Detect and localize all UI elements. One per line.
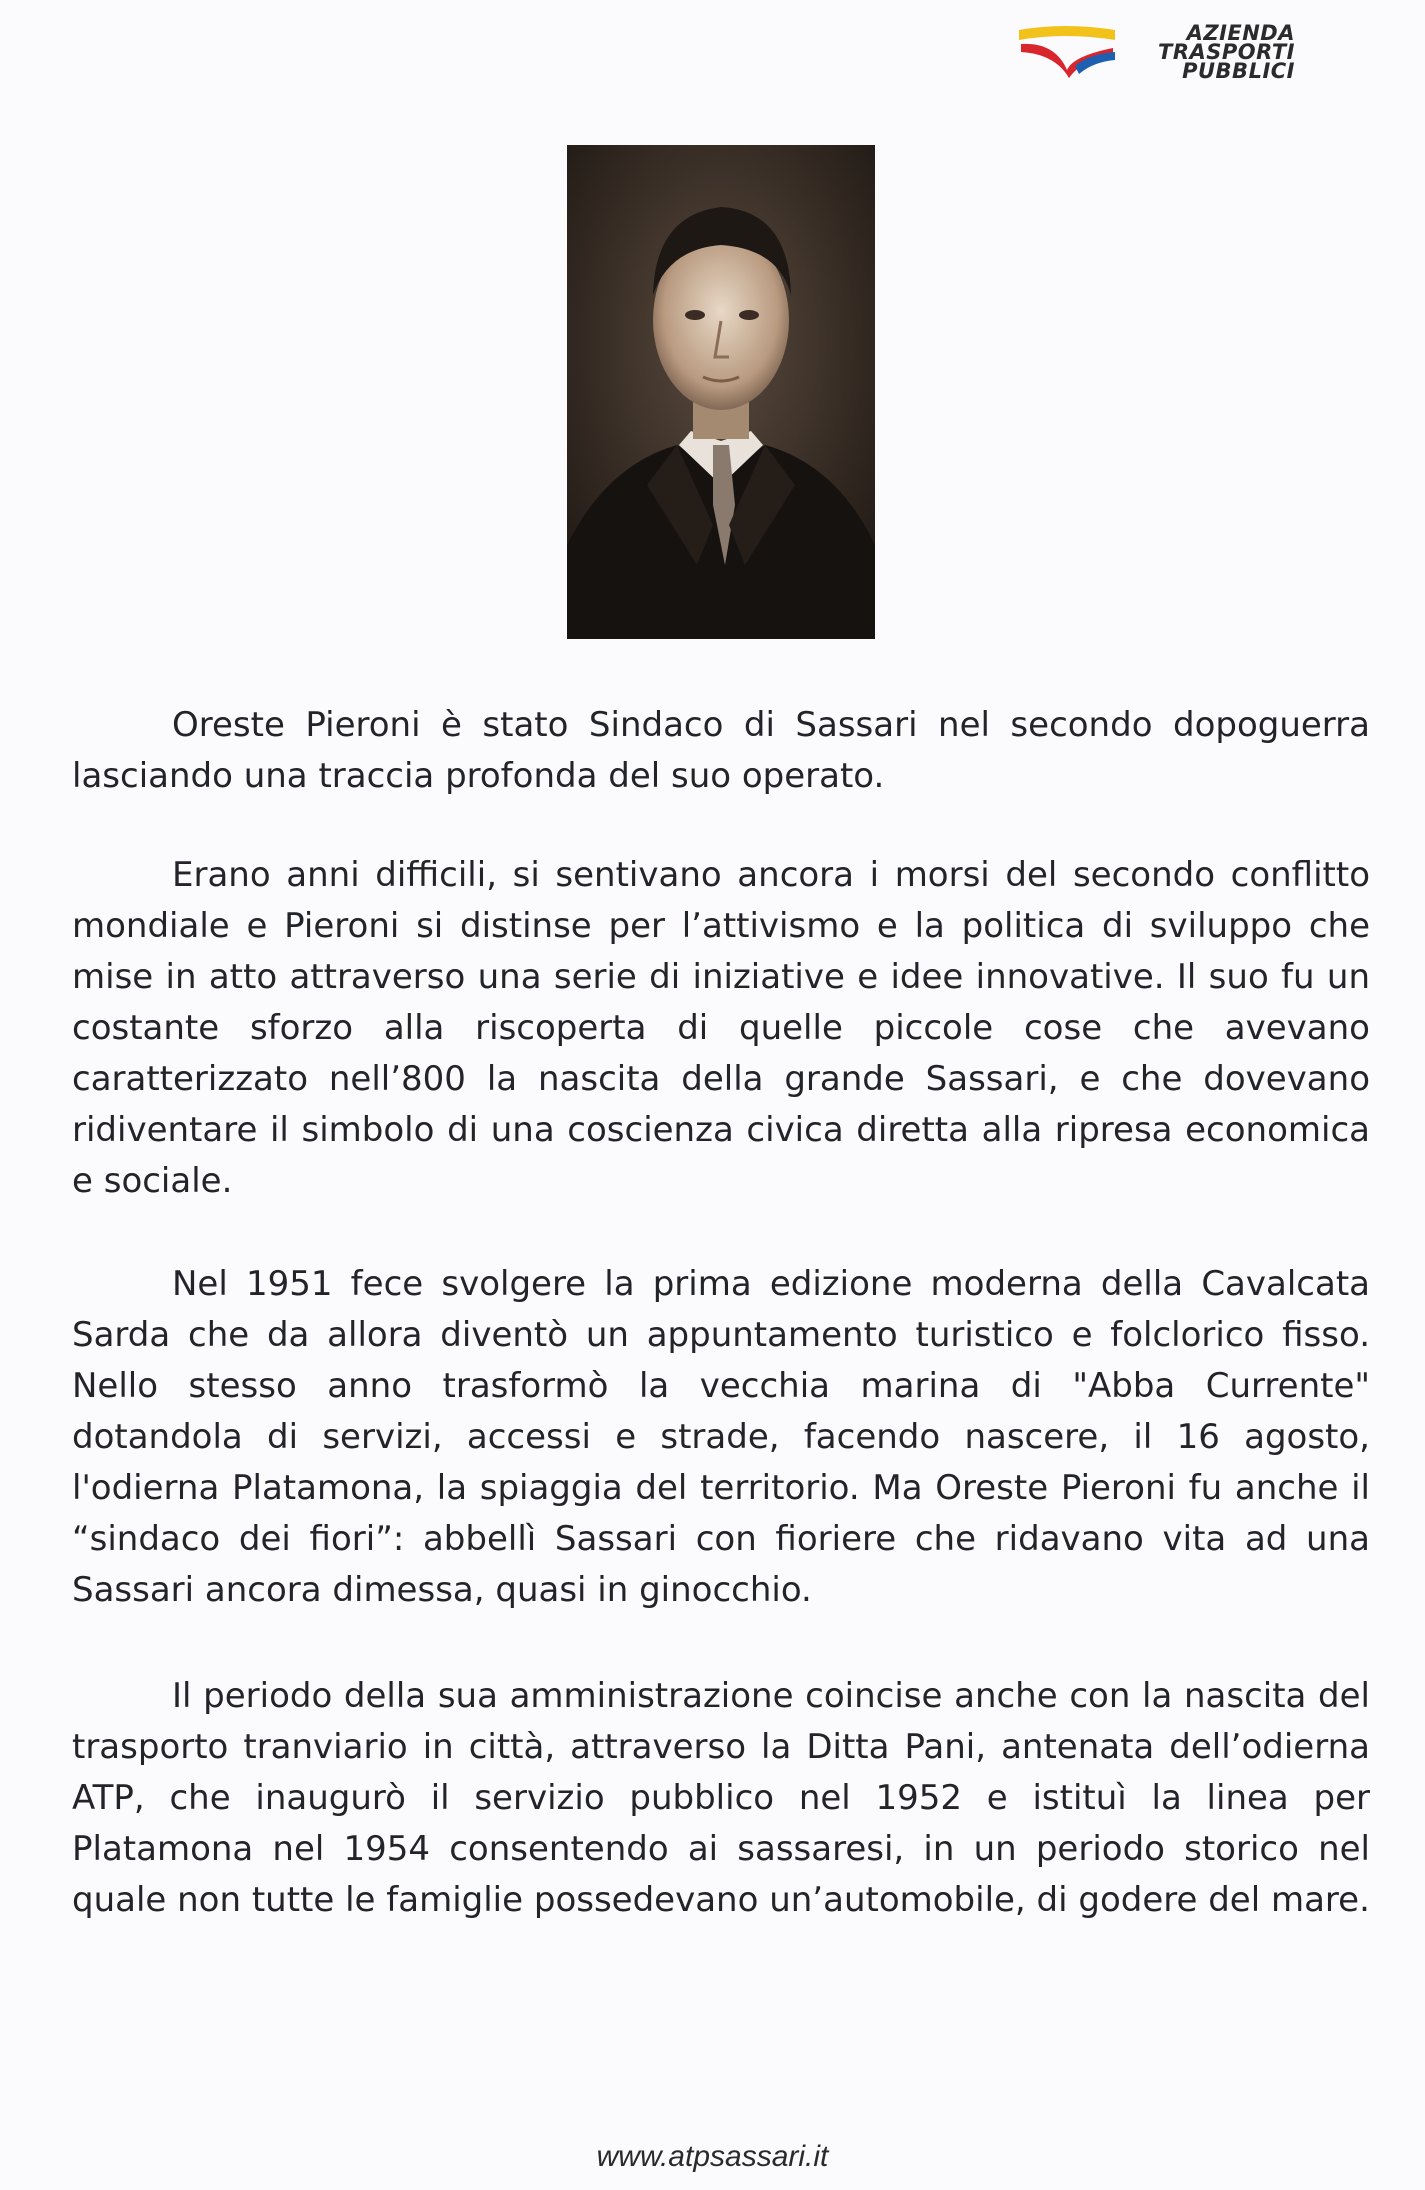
logo-text: AZIENDA TRASPORTI PUBBLICI [1158, 21, 1295, 83]
paragraph: Oreste Pieroni è stato Sindaco di Sassari nel secondo dopoguerra lasciando una traccia profonda del suo operato. [72, 705, 1370, 796]
paragraph: Il periodo della sua amministrazione coincise anche con la nascita del trasporto tranviario in città, attraverso la Ditta Pani, antenata dell’odierna ATP, che inaugurò il servizio pubblico nel 1952 e istituì la linea per Platamona nel 1954 consentendo ai sassaresi, in un periodo storico nel quale non tutte le famiglie possedevano un’automobile, di godere del mare. [72, 1676, 1370, 1920]
atp-logo [1015, 20, 1295, 86]
paragraph: Nel 1951 fece svolgere la prima edizione moderna della Cavalcata Sarda che da allora diventò un appuntamento turistico e folclorico fisso. Nello stesso anno trasformò la vecchia marina di "Abba Currente" dotandola di servizi, accessi e strade, facendo nascere, il 16 agosto, l'odierna Platamona, la spiaggia del territorio. Ma Oreste Pieroni fu anche il “sindaco dei fiori”: abbellì Sassari con fioriere che ridavano vita ad una Sassari ancora dimessa, quasi in ginocchio. [72, 1264, 1370, 1610]
portrait-photo [567, 145, 875, 639]
paragraph: Erano anni difficili, si sentivano ancora i morsi del secondo conflitto mondiale e Pieroni si distinse per l’attivismo e la politica di sviluppo che mise in atto attraverso una serie di iniziative e idee innovative. Il suo fu un costante sforzo alla riscoperta di quelle piccole cose che avevano caratterizzato nell’800 la nascita della grande Sassari, e che dovevano ridiventare il simbolo di una coscienza civica diretta alla ripresa economica e sociale. [72, 855, 1370, 1201]
atp-logo-icon [1015, 20, 1119, 80]
footer-url: www.atpsassari.it [596, 2140, 829, 2173]
article-body [72, 700, 1370, 1974]
